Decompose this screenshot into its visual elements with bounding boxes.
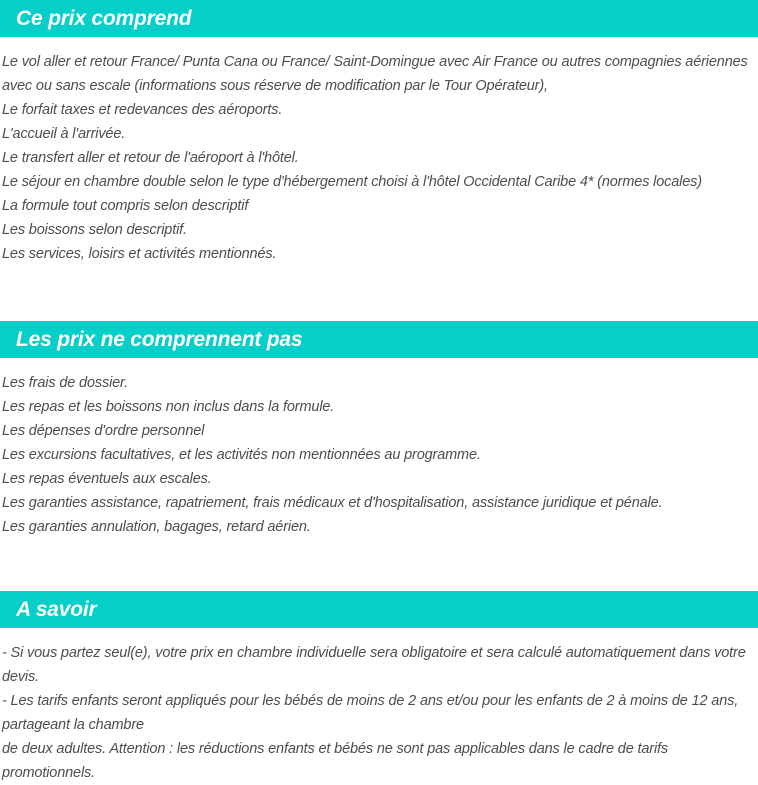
section-header-included [0, 0, 758, 37]
list-item: Les excursions facultatives, et les activités non mentionnées au programme. [2, 447, 481, 463]
list-item: Les garanties annulation, bagages, retard aérien. [2, 519, 311, 535]
section-notice [0, 591, 758, 785]
list-item: L'accueil à l'arrivée. [2, 126, 126, 142]
list-item: Le séjour en chambre double selon le type d'hébergement choisi à l'hôtel Occidental Caribe 4* (normes locales) [2, 174, 702, 190]
section-body-notice [0, 628, 758, 785]
list-item: Les frais de dossier. [2, 375, 129, 391]
list-item: Le transfert aller et retour de l'aéroport à l'hôtel. [2, 150, 299, 166]
list-item: Le vol aller et retour France/ Punta Cana ou France/ Saint-Domingue avec Air France ou autres compagnies aériennes avec ou sans escale (informations sous réserve de modification par le Tour Opérateur), [2, 54, 748, 94]
list-item: La formule tout compris selon descriptif [2, 198, 249, 214]
section-title-excluded: Les prix ne comprennent pas [16, 328, 303, 351]
list-item: Les services, loisirs et activités mentionnés. [2, 246, 277, 262]
section-included [0, 0, 758, 266]
section-header-excluded [0, 321, 758, 358]
section-title-included: Ce prix comprend [16, 7, 192, 30]
list-item: Les repas et les boissons non inclus dans la formule. [2, 399, 335, 415]
section-body-excluded [0, 358, 758, 539]
section-body-included [0, 37, 758, 266]
list-item: Les garanties assistance, rapatriement, frais médicaux et d'hospitalisation, assistance juridique et pénale. [2, 495, 663, 511]
notice-item: de deux adultes. Attention : les réductions enfants et bébés ne sont pas applicables dans le cadre de tarifs promotionnels. [2, 741, 669, 781]
section-title-notice: A savoir [16, 598, 97, 621]
section-excluded [0, 321, 758, 539]
section-header-notice [0, 591, 758, 628]
list-item: Le forfait taxes et redevances des aéroports. [2, 102, 283, 118]
list-item: Les dépenses d'ordre personnel [2, 423, 205, 439]
list-item: Les repas éventuels aux escales. [2, 471, 212, 487]
notice-item: - Si vous partez seul(e), votre prix en chambre individuelle sera obligatoire et sera calculé automatiquement dans votre devis. [2, 645, 746, 685]
list-item: Les boissons selon descriptif. [2, 222, 187, 238]
notice-item: - Les tarifs enfants seront appliqués pour les bébés de moins de 2 ans et/ou pour les enfants de 2 à moins de 12 ans, partageant la chambre [2, 693, 739, 733]
